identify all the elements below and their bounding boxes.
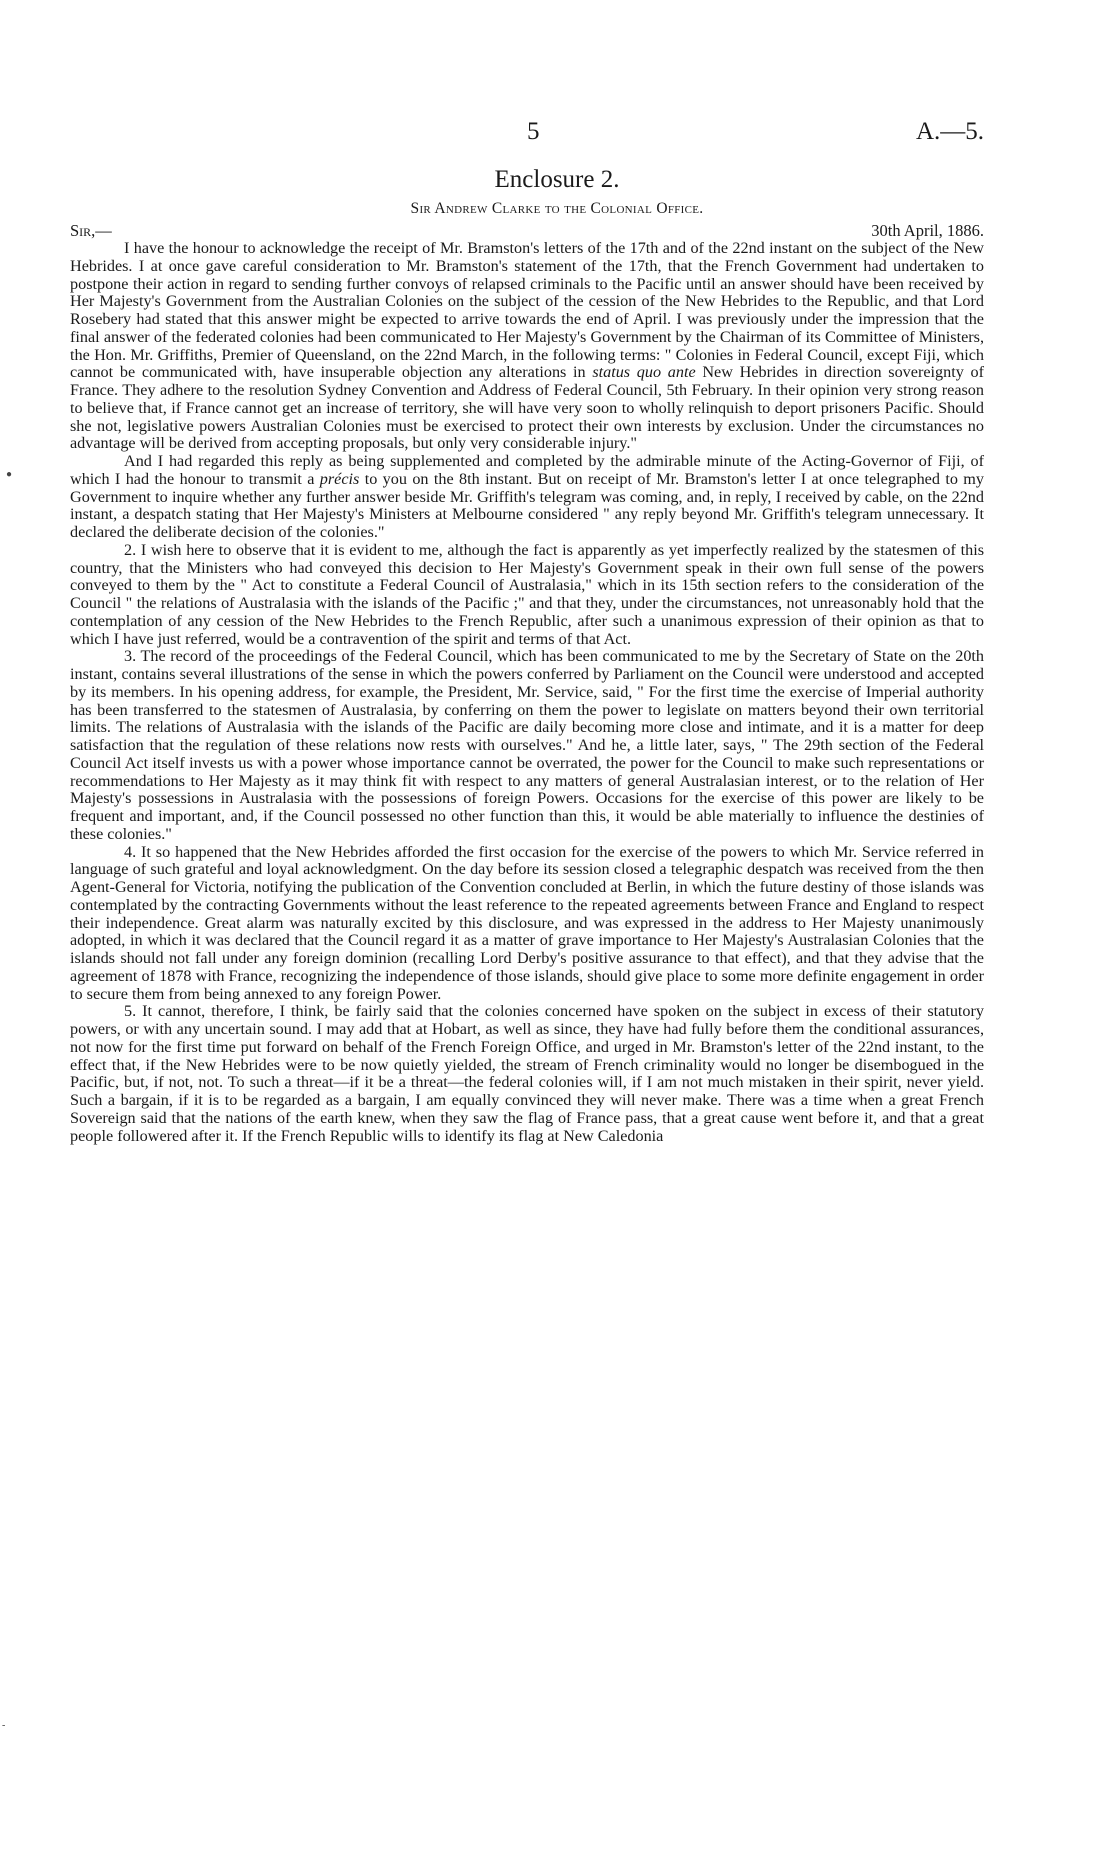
- letter-heading: Sir Andrew Clarke to the Colonial Office.: [410, 200, 704, 217]
- paragraph-3: 3. The record of the proceedings of the Federal Council, which has been communicated to me by the Secretary of State on the 20th instant, contains several illustrations of the sense in which the powers conferred by Parliament on the Council were understood and accepted by its members. In his opening address, for example, the President, Mr. Service, said, " For the first time the exercise of Imperial authority has been transferred to the statesmen of Australasia, by conferring on them the power to legislate on matters beyond their own territorial limits. The relations of Australasia with the islands of the Pacific are daily becoming more close and intimate, and it is a matter for deep satisfaction that the regulation of these relations now rests with ourselves." And he, a little later, says, " The 29th section of the Federal Council Act itself invests us with a power whose importance cannot be overrated, the power for the Council to make such representations or recommendations to Her Majesty as it may think fit with respect to any matters of general Australasian interest, or to the relation of Her Majesty's possessions in Australasia with the possessions of foreign Powers. Occasions for the exercise of this power are likely to be frequent and important, and, if the Council possessed no other function than this, it would be able materially to influence the destinies of these colonies.": [70, 647, 984, 843]
- document-reference: A.—5.: [915, 118, 984, 145]
- paragraph-intro: I have the honour to acknowledge the receipt of Mr. Bramston's letters of the 17th and of the 22nd instant on the subject of the New Hebrides. I at once gave careful consideration to Mr. Bramston's statement of the 17th, that the French Government had undertaken to postpone their action in regard to sending further convoys of relapsed criminals to the Pacific until an answer should have been received by Her Majesty's Government from the Australian Colonies on the subject of the cession of the New Hebrides to the Republic, and that Lord Rosebery had stated that this answer might be expected to arrive towards the end of April. I was previously under the impression that the final answer of the federated colonies had been communicated to Her Majesty's Government by the Chairman of its Committee of Ministers, the Hon. Mr. Griffiths, Premier of Queensland, on the 22nd March, in the following terms: " Colonies in Federal Council, except Fiji, which cannot be communicated with, have insuperable objection any alterations in status quo ante New Hebrides in direction sovereignty of France. They adhere to the resolution Sydney Convention and Address of Federal Council, 5th February. In their opinion very strong reason to believe that, if France cannot get an increase of territory, she will have very soon to wholly relinquish to deport prisoners Pacific. Should she not, legislative powers Australian Colonies must be exercised to protect their own interests by exclusion. Under the circumstances no advantage will be derived from accepting proposals, but only very considerable injury.": [70, 239, 984, 453]
- letter-body: [70, 240, 984, 1145]
- salutation-line: [70, 221, 984, 241]
- salutation: Sir,—: [70, 221, 112, 240]
- paragraph-2: 2. I wish here to observe that it is evident to me, although the fact is apparently as yet imperfectly realized by the statesmen of this country, that the Ministers who had conveyed this decision to Her Majesty's Government speak in their own full sense of the powers conveyed to them by the " Act to constitute a Federal Council of Australasia," which in its 15th section refers to the consideration of the Council " the relations of Australasia with the islands of the Pacific ;" and that they, under the circumstances, not unreasonably hold that the contemplation of any cession of the New Hebrides to the French Republic, after such a unanimous expression of their opinion as that to which I have just referred, would be a contravention of the spirit and terms of that Act.: [70, 540, 984, 648]
- margin-tick: -: [2, 1720, 6, 1731]
- letter-date: 30th April, 1886.: [871, 221, 984, 240]
- page-header: [138, 118, 984, 150]
- paragraph-4: 4. It so happened that the New Hebrides afforded the first occasion for the exercise of the powers to which Mr. Service referred in language of such grateful and loyal acknowledgment. On the day before its session closed a telegraphic despatch was received from the then Agent-General for Victoria, notifying the publication of the Convention concluded at Berlin, in which the future destiny of those islands was contemplated by the contracting Governments without the least reference to the repeated agreements between France and England to respect their independence. Great alarm was naturally excited by this disclosure, and was expressed in the address to Her Majesty unanimously adopted, in which it was declared that the Council regard it as a matter of grave importance to Her Majesty's Australasian Colonies that the islands should not fall under any foreign dominion (recalling Lord Derby's positive assurance to that effect), and that they advise that the agreement of 1878 with France, recognizing the independence of those islands, should give place to some more definite engagement in order to secure them from being annexed to any foreign Power.: [70, 842, 984, 1003]
- page-number: 5: [527, 118, 540, 145]
- margin-dot: ●: [6, 469, 13, 480]
- paragraph-reply: And I had regarded this reply as being supplemented and completed by the admirable minute of the Acting-Governor of Fiji, of which I had the honour to transmit a précis to you on the 8th instant. But on receipt of Mr. Bramston's letter I at once telegraphed to my Government to inquire whether any further answer beside Mr. Griffith's telegram was coming, and, in reply, I received by cable, on the 22nd instant, a despatch stating that Her Majesty's Ministers at Melbourne considered " any reply beyond Mr. Griffith's telegram unnecessary. It declared the deliberate decision of the colonies.": [70, 452, 984, 541]
- enclosure-title: Enclosure 2.: [494, 166, 620, 193]
- paragraph-5: 5. It cannot, therefore, I think, be fairly said that the colonies concerned have spoken on the subject in excess of their statutory powers, or with any uncertain sound. I may add that at Hobart, as well as since, they have had fully before them the conditional assurances, not now for the first time put forward on behalf of the French Foreign Office, and urged in Mr. Bramston's letter of the 22nd instant, to the effect that, if the New Hebrides were to be now quietly yielded, the stream of French criminality would no longer be disembogued in the Pacific, but, if not, not. To such a threat—if it be a threat—the federal colonies will, if I am not much mistaken in their spirit, never yield. Such a bargain, if it is to be regarded as a bargain, I am equally convinced they will never make. There was a time when a great French Sovereign said that the nations of the earth knew, when they saw the flag of France pass, that a great cause went before it, and that a great people followered after it. If the French Republic wills to identify its flag at New Caledonia: [70, 1002, 984, 1145]
